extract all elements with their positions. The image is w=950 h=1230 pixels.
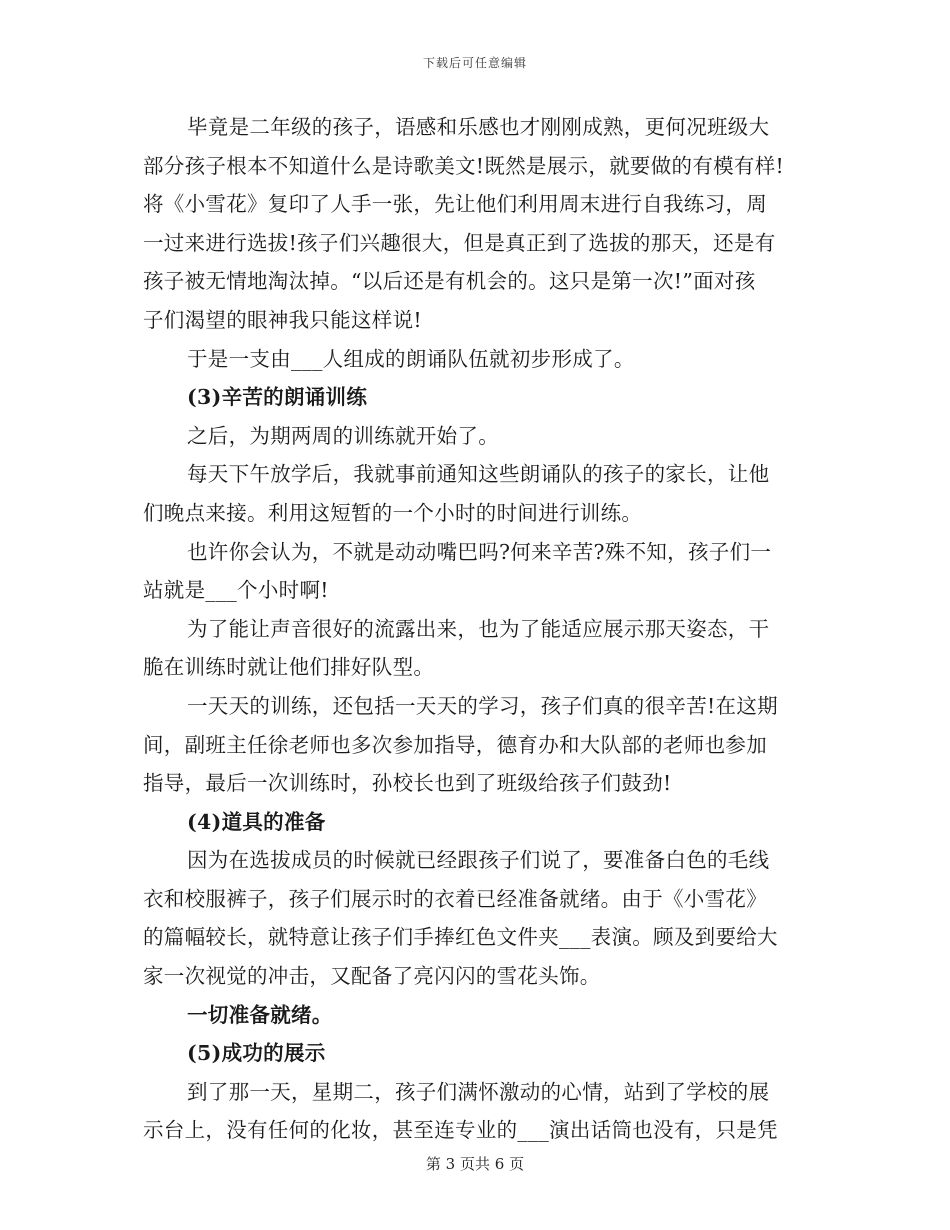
paragraph-line: 家一次视觉的冲击，又配备了亮闪闪的雪花头饰。 [143,964,601,989]
paragraph-line: 子们渴望的眼神我只能这样说! [143,307,422,332]
paragraph-line: 之后，为期两周的训练就开始了。 [187,423,499,448]
paragraph-line: 每天下午放学后，我就事前通知这些朗诵队的孩子的家长，让他 [187,462,770,487]
paragraph-line: 毕竟是二年级的孩子，语感和乐感也才刚刚成熟，更何况班级大 [187,115,770,139]
page-footer: 第 3 页共 6 页 [425,1155,525,1173]
paragraph-line: 于是一支由___人组成的朗诵队伍就初步形成了。 [187,346,635,371]
paragraph-line: 衣和校服裤子，孩子们展示时的衣着已经准备就绪。由于《小雪花》 [143,886,767,911]
paragraph-line: 孩子被无情地淘汰掉。“以后还是有机会的。这只是第一次!”面对孩 [143,269,756,294]
paragraph-line: 指导，最后一次训练时，孙校长也到了班级给孩子们鼓劲! [143,771,672,796]
paragraph-line: 示台上，没有任何的化妆，甚至连专业的___演出话筒也没有，只是凭 [143,1118,778,1143]
section-heading: (5)成功的展示 [187,1041,326,1066]
paragraph-line: 也许你会认为，不就是动动嘴巴吗?何来辛苦?殊不知，孩子们一 [187,539,772,564]
paragraph-line: 们晚点来接。利用这短暂的一个小时的时间进行训练。 [143,500,643,525]
section-heading: (3)辛苦的朗诵训练 [187,385,368,410]
paragraph-line: 的篇幅较长，就特意让孩子们手捧红色文件夹___表演。顾及到要给大 [143,925,778,950]
paragraph-line: 到了那一天，星期二，孩子们满怀激动的心情，站到了学校的展 [187,1079,770,1104]
section-heading: 一切准备就绪。 [187,1002,333,1027]
paragraph-line: 间，副班主任徐老师也多次参加指导，德育办和大队部的老师也参加 [143,732,767,757]
paragraph-line: 站就是___个小时啊! [143,578,329,603]
document-body [143,108,813,1150]
paragraph-line: 一过来进行选拔!孩子们兴趣很大，但是真正到了选拔的那天，还是有 [143,230,776,255]
paragraph-line: 部分孩子根本不知道什么是诗歌美文!既然是展示，就要做的有模有样! [143,153,785,178]
section-heading: (4)道具的准备 [187,809,326,834]
paragraph-line: 脆在训练时就让他们排好队型。 [143,655,435,680]
page-header: 下载后可任意编辑 [422,56,527,70]
paragraph-line: 为了能让声音很好的流露出来，也为了能适应展示那天姿态，干 [187,616,770,641]
paragraph-line: 一天天的训练，还包括一天天的学习，孩子们真的很辛苦!在这期 [187,693,778,718]
paragraph-line: 将《小雪花》复印了人手一张，先让他们利用周末进行自我练习，周 [143,192,767,217]
paragraph-line: 因为在选拔成员的时候就已经跟孩子们说了，要准备白色的毛线 [187,848,770,873]
